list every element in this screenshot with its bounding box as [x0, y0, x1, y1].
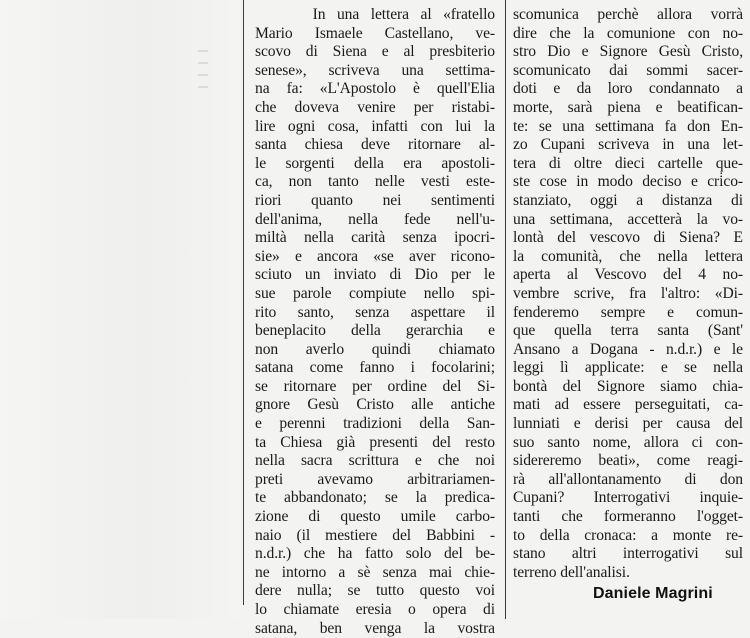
text-line: nella sacra scrittura e che noi — [255, 452, 495, 470]
text-line: te abbandonato; se la predica- — [255, 489, 495, 507]
article-column-left — [255, 6, 495, 638]
text-line: beneplacito della gerarchia e — [255, 322, 495, 340]
text-line: morte, sarà piena e beatifican- — [513, 98, 743, 116]
text-line: na fa: «L'Apostolo è quell'Elia — [255, 80, 495, 98]
text-line: sidereremo beati», come reagi- — [513, 452, 743, 470]
text-line: Cupani? Interrogativi inquie- — [513, 489, 743, 507]
text-line: lo chiamate eresia o opera di — [255, 601, 495, 618]
text-line: dire che la comunione con no- — [513, 24, 743, 42]
text-line: doti e da loro condannato a — [513, 80, 743, 98]
text-line: n.d.r.) che ha fatto solo del be- — [255, 545, 495, 563]
text-line: miltà nella carità senza ipocri- — [255, 229, 495, 247]
text-line: tanti che formeranno l'ogget- — [513, 508, 743, 526]
text-line: senese», scriveva una settima- — [255, 61, 495, 79]
text-line: ne intorno a sè senza mai chie- — [255, 563, 495, 581]
text-line: le sorgenti della era apostoli- — [255, 154, 495, 172]
text-line: tera di oltre dieci cartelle que- — [513, 154, 743, 172]
text-line: satana, ben venga la vostra — [255, 619, 495, 637]
text-line: In una lettera al «fratello — [255, 6, 495, 23]
text-line: leggi lì applicate: e se nella — [513, 359, 743, 377]
text-line: preti avevamo arbitrariamen- — [255, 470, 495, 488]
text-line: rà all'allontanamento di don — [513, 470, 743, 488]
text-line: non averlo quindi chiamato — [255, 340, 495, 358]
text-line: Ansano a Dogana - n.d.r.) e le — [513, 340, 743, 358]
text-line: lunniati e derisi per causa del — [513, 415, 743, 433]
text-line: terreno dell'analisi. — [513, 563, 630, 581]
text-line: stro Dio e Signore Gesù Cristo, — [513, 43, 743, 61]
text-line: stano altri interrogativi sul — [513, 545, 743, 563]
bleed-through-marks — [198, 40, 222, 140]
text-line: lire ogni cosa, infatti con lui la — [255, 117, 495, 135]
text-line: sciuto un inviato di Dio per le — [255, 266, 495, 284]
text-line: gnore Gesù Cristo alle antiche — [255, 396, 495, 414]
text-line: satana come fanno i focolarini; — [255, 359, 495, 377]
text-line: zo Cupani scriveva in una let- — [513, 136, 743, 154]
text-line: suo santo nome, allora ci con- — [513, 433, 743, 451]
text-line: scomunica perchè allora vorrà — [513, 6, 743, 23]
text-line: bontà del Signore siamo chia- — [513, 377, 743, 395]
article-column-right — [513, 6, 743, 582]
text-line: se ritornare per ordine del Si- — [255, 377, 495, 395]
text-line: lontà del vescovo di Siena? E — [513, 229, 743, 247]
text-line: la comunità, che nella lettera — [513, 247, 743, 265]
text-line: dell'anima, nella fede nell'u- — [255, 210, 495, 228]
text-line: riori quanto nei sentimenti — [255, 191, 495, 209]
text-line: Mario Ismaele Castellano, ve- — [255, 24, 495, 42]
text-line: ca, non tanto nelle vesti este- — [255, 173, 495, 191]
text-line: una settimana, accetterà la vo- — [513, 210, 743, 228]
text-line: sie» e ancora «se aver ricono- — [255, 247, 495, 265]
text-line: che doveva venire per ristabi- — [255, 98, 495, 116]
text-line: scomunicato dai sommi sacer- — [513, 61, 743, 79]
text-line: naio (il mestiere del Babbini - — [255, 526, 495, 544]
text-line: e perenni tradizioni della San- — [255, 415, 495, 433]
column-rule-left — [243, 0, 244, 605]
text-line: mati ad essere perseguitati, ca- — [513, 396, 743, 414]
text-line: dere nulla; se tutto questo voi — [255, 582, 495, 600]
text-line: scovo di Siena e al presbiterio — [255, 43, 495, 61]
text-line: sue parole compiute nello spi- — [255, 284, 495, 302]
text-line: santa chiesa deve ritornare al- — [255, 136, 495, 154]
text-line: zione di questo umile carbo- — [255, 508, 495, 526]
text-line: rito santo, senza aspettare il — [255, 303, 495, 321]
text-line: fenderemo sempre e comun- — [513, 303, 743, 321]
author-signature: Daniele Magrini — [593, 585, 713, 602]
text-line: ta Chiesa già presenti del resto — [255, 433, 495, 451]
column-rule-middle — [505, 0, 506, 619]
text-line: stanziato, oggi a distanza di — [513, 191, 743, 209]
text-line: to della cronaca: a monte re- — [513, 526, 743, 544]
text-line: vembre scrive, fra l'altro: «Di- — [513, 284, 743, 302]
text-line: que quella terra santa (Sant' — [513, 322, 743, 340]
text-line: ste cose in modo deciso e cri̇co- — [513, 173, 743, 191]
text-line: te: se una settimana fa don En- — [513, 117, 743, 135]
text-line: aperta al Vescovo del 4 no- — [513, 266, 743, 284]
